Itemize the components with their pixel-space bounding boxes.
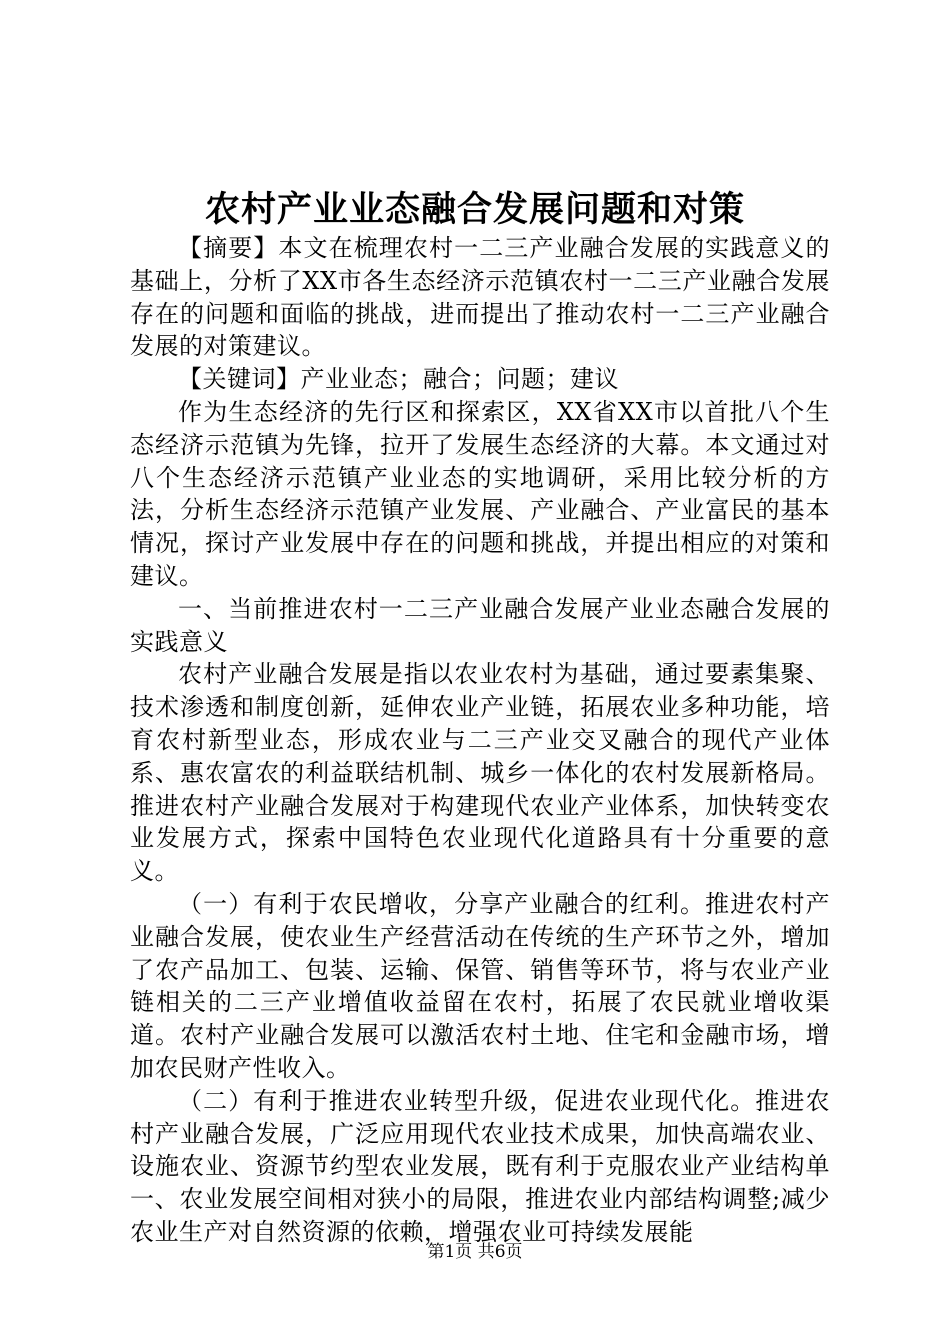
body-paragraph: 农村产业融合发展是指以农业农村为基础，通过要素集聚、技术渗透和制度创新，延伸农业产业链，拓展农业多种功能，培育农村新型业态，形成农业与二三产业交叉融合的现代产业体系、惠农富农的利益联结机制、城乡一体化的农村发展新格局。推进农村产业融合发展对于构建现代农业产业体系，加快转变农业发展方式，探索中国特色农业现代化道路具有十分重要的意义。	[130, 660, 830, 886]
document-body	[130, 232, 830, 1249]
document-title: 农村产业业态融合发展问题和对策	[204, 189, 745, 230]
abstract-paragraph: 【摘要】本文在梳理农村一二三产业融合发展的实践意义的基础上，分析了XX市各生态经济示范镇农村一二三产业融合发展存在的问题和面临的挑战，进而提出了推动农村一二三产业融合发展的对策建议。	[130, 234, 830, 361]
section-heading-1: 一、当前推进农村一二三产业融合发展产业业态融合发展的实践意义	[130, 594, 830, 656]
intro-paragraph: 作为生态经济的先行区和探索区，XX省XX市以首批八个生态经济示范镇为先锋，拉开了发展生态经济的大幕。本文通过对八个生态经济示范镇产业业态的实地调研，采用比较分析的方法，分析生态经济示范镇产业发展、产业融合、产业富民的基本情况，探讨产业发展中存在的问题和挑战，并提出相应的对策和建议。	[130, 397, 830, 590]
page-number-footer: 第1页 共6页	[427, 1242, 523, 1262]
body-paragraph: （二）有利于推进农业转型升级，促进农业现代化。推进农村产业融合发展，广泛应用现代农业技术成果，加快高端农业、设施农业、资源节约型农业发展，既有利于克服农业产业结构单一、农业发展空间相对狭小的局限，推进农业内部结构调整;减少农业生产对自然资源的依赖，增强农业可持续发展能	[130, 1086, 830, 1246]
keywords-paragraph: 【关键词】产业业态；融合；问题；建议	[178, 365, 619, 394]
body-paragraph: （一）有利于农民增收，分享产业融合的红利。推进农村产业融合发展，使农业生产经营活动在传统的生产环节之外，增加了农产品加工、包装、运输、保管、销售等环节，将与农业产业链相关的二三产业增值收益留在农村，拓展了农民就业增收渠道。农村产业融合发展可以激活农村土地、住宅和金融市场，增加农民财产性收入。	[130, 889, 830, 1082]
